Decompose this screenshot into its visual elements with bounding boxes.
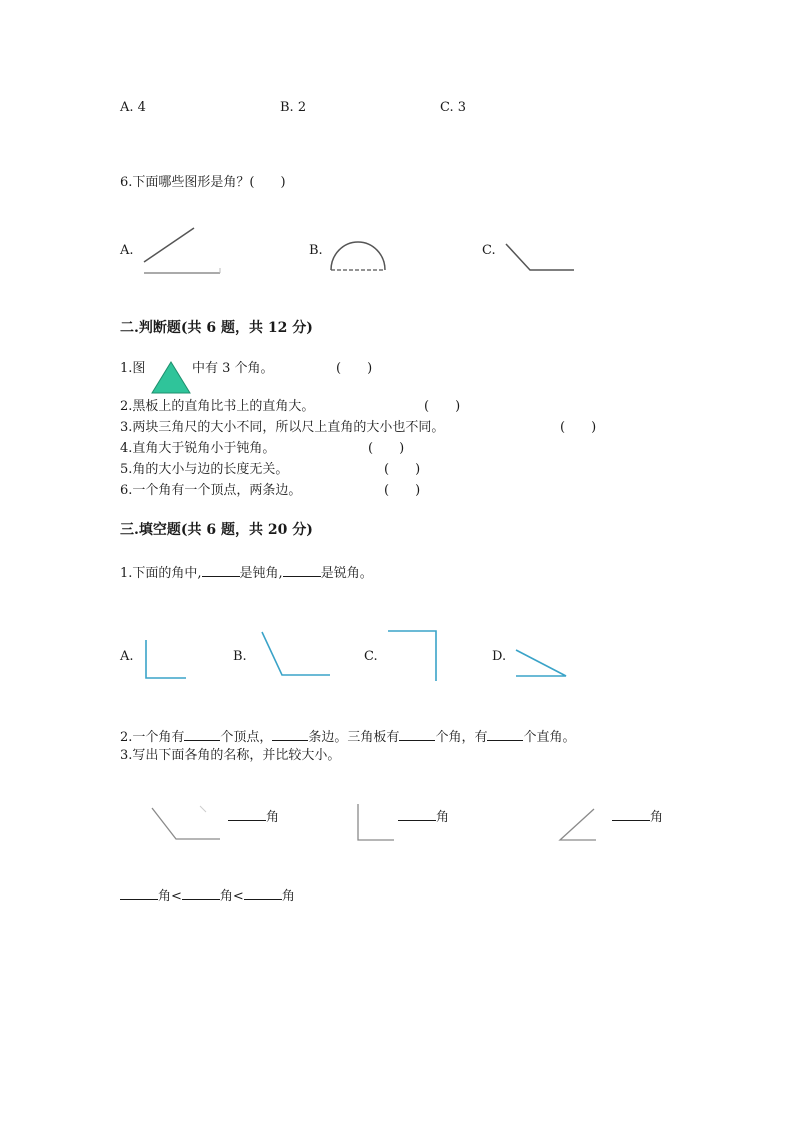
q6-question: 6.下面哪些图形是角？( )	[120, 175, 286, 190]
judge-item-3: 3.两块三角尺的大小不同，所以尺上直角的大小也不同。	[120, 420, 445, 435]
judge-item-5-paren: ( )	[384, 462, 421, 477]
angle-label-d: D.	[492, 649, 507, 664]
angle-suffix: 角	[281, 889, 295, 904]
q5-option-c: C. 3	[440, 100, 467, 115]
compare-lt: 角<	[219, 889, 244, 904]
q6-label-c: C.	[482, 243, 496, 258]
angle-suffix: 角	[266, 810, 280, 825]
angle-figure-c	[384, 628, 440, 684]
section3-title: 三.填空题(共 6 题，共 20 分)	[120, 522, 313, 538]
judge-item-6-paren: ( )	[384, 483, 421, 498]
angle-name-2	[398, 808, 449, 824]
judge-item-2: 2.黑板上的直角比书上的直角大。	[120, 399, 315, 414]
answer-blank[interactable]	[120, 887, 158, 900]
answer-blank[interactable]	[487, 728, 523, 741]
angle-figure-obtuse	[148, 802, 224, 844]
angle-name-3	[612, 808, 663, 824]
answer-blank[interactable]	[182, 887, 220, 900]
q6-figure-a	[140, 222, 224, 276]
fill-q1-text-3: 是锐角。	[320, 566, 373, 581]
answer-blank[interactable]	[272, 728, 308, 741]
section2-title: 二.判断题(共 6 题，共 12 分)	[120, 320, 313, 336]
judge-item-4-paren: ( )	[368, 441, 405, 456]
compare-row	[120, 887, 295, 903]
angle-figure-acute	[556, 806, 600, 844]
fill-q1-text-2: 是钝角,	[239, 566, 283, 581]
angle-figure-b	[256, 628, 334, 680]
judge-item-5: 5.角的大小与边的长度无关。	[120, 462, 289, 477]
judge-item-6: 6.一个角有一个顶点，两条边。	[120, 483, 302, 498]
judge-item-1-paren: ( )	[336, 361, 373, 376]
angle-figure-right	[354, 800, 396, 844]
judge-item-3-paren: ( )	[560, 420, 597, 435]
fill-q1-text-1: 1.下面的角中,	[120, 566, 202, 581]
judge-item-2-paren: ( )	[424, 399, 461, 414]
angle-figure-d	[512, 644, 572, 680]
angle-suffix: 角	[650, 810, 664, 825]
q6-figure-c	[502, 240, 578, 274]
compare-lt: 角<	[158, 889, 182, 904]
answer-blank[interactable]	[399, 728, 435, 741]
answer-blank[interactable]	[244, 887, 282, 900]
angle-name-1	[228, 808, 279, 824]
fill-q2-text-5: 个直角。	[523, 730, 576, 745]
q5-option-a: A. 4	[120, 100, 146, 115]
answer-blank[interactable]	[202, 564, 240, 577]
fill-q1	[120, 564, 373, 580]
q6-figure-b	[328, 234, 388, 274]
q5-option-b: B. 2	[280, 100, 307, 115]
fill-q2	[120, 728, 575, 744]
angle-label-a: A.	[120, 649, 134, 664]
fill-q2-text-2: 个顶点，	[220, 730, 273, 745]
answer-blank[interactable]	[228, 808, 266, 821]
fill-q2-text-4: 个角，有	[435, 730, 488, 745]
q6-label-a: A.	[120, 243, 134, 258]
angle-suffix: 角	[436, 810, 450, 825]
q6-label-b: B.	[309, 243, 323, 258]
angle-figure-a	[140, 636, 190, 682]
fill-q2-text-3: 条边。三角板有	[308, 730, 400, 745]
angle-label-c: C.	[364, 649, 378, 664]
answer-blank[interactable]	[283, 564, 321, 577]
fill-q3: 3.写出下面各角的名称，并比较大小。	[120, 748, 341, 763]
judge-item-1-post: 中有 3 个角。	[192, 361, 274, 376]
judge-item-4: 4.直角大于锐角小于钝角。	[120, 441, 276, 456]
triangle-figure	[150, 360, 192, 396]
answer-blank[interactable]	[398, 808, 436, 821]
fill-q2-text-1: 2.一个角有	[120, 730, 185, 745]
answer-blank[interactable]	[612, 808, 650, 821]
judge-item-1-pre: 1.图	[120, 361, 146, 376]
answer-blank[interactable]	[184, 728, 220, 741]
angle-label-b: B.	[233, 649, 247, 664]
